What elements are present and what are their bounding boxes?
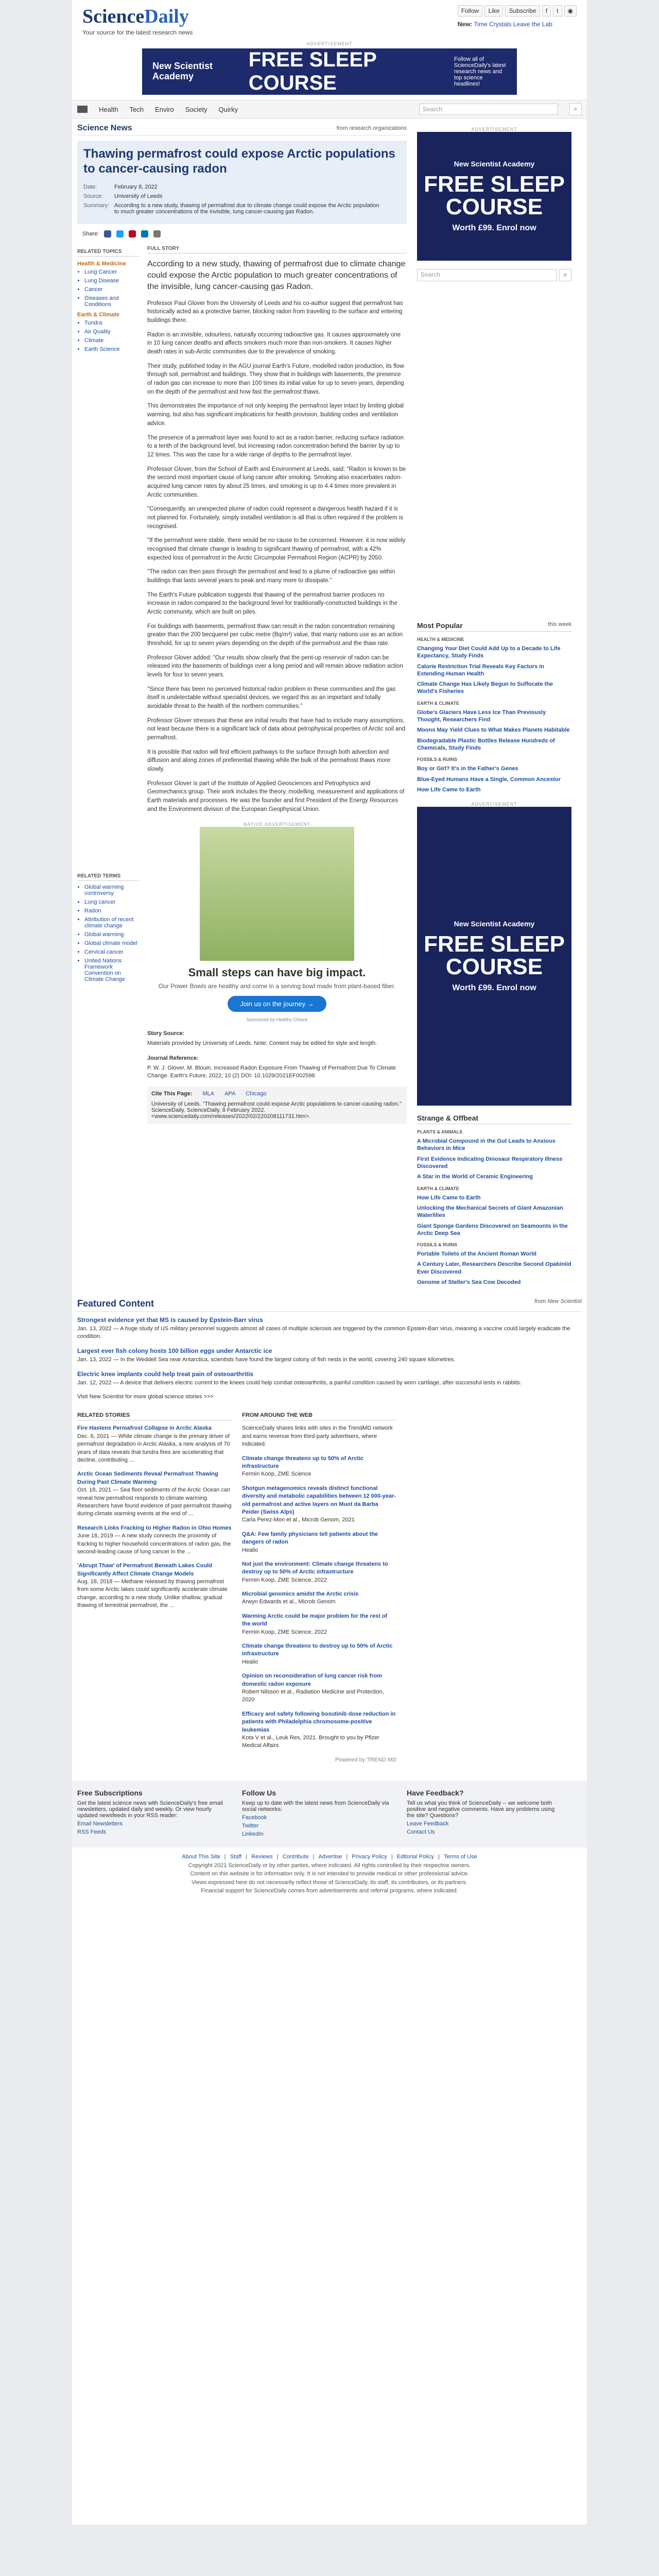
web-link[interactable]: Opinion on reconsideration of lung cancer risk from domestic radon exposure bbox=[242, 1673, 382, 1687]
tab-apa[interactable]: APA bbox=[224, 1090, 236, 1097]
strange-cat: EARTH & CLIMATE bbox=[417, 1185, 459, 1191]
staff-link[interactable]: Staff bbox=[230, 1854, 242, 1860]
right-column bbox=[417, 118, 571, 1293]
nav-tech[interactable]: Tech bbox=[129, 105, 144, 113]
web-link[interactable]: Not just the environment: Climate change threatens to destroy up to 50% of Arctic infrastructure bbox=[242, 1561, 388, 1575]
right-search-icon[interactable]: ⌕ bbox=[559, 269, 571, 281]
bottom-links: About This Site | Staff | Reviews | Contribute | Advertise | Privacy Policy | Editorial Policy | Terms of Use bbox=[182, 1854, 477, 1860]
topic-link[interactable]: • Lung Disease bbox=[84, 278, 139, 284]
footer bbox=[72, 1781, 587, 1848]
native-ad-label: NATIVE ADVERTISEMENT bbox=[243, 822, 311, 827]
web-source: Fermin Koop, ZME Science, 2022 bbox=[242, 1577, 327, 1583]
banner-ad[interactable] bbox=[142, 48, 517, 95]
web-link[interactable]: Efficacy and safety following bosutinib dose reduction in patients with Philadelphia chromosome-positive leukemias bbox=[242, 1710, 396, 1733]
logo-daily: Daily bbox=[144, 6, 189, 27]
banner-ad-headline: FREE SLEEP COURSE bbox=[248, 48, 377, 94]
footer-subs-head: Free Subscriptions bbox=[77, 1789, 143, 1798]
web-link[interactable]: Warming Arctic could be major problem for the rest of the world bbox=[242, 1613, 388, 1628]
new-story-link[interactable]: Time Crystals Leave the Lab bbox=[474, 21, 552, 28]
tab-chicago[interactable]: Chicago bbox=[246, 1090, 267, 1097]
story-paragraph: Professor Glover, from the School of Earth and Environment at Leeds, said: "Radon is known to be the second most important cause of lung cancer after smoking. Smoking also exacerbates radon-acquired lung cancer rates by about 25 times, and smoking is up to 4.4 times more prevalent in Arctic communities. bbox=[147, 466, 406, 498]
term-link[interactable]: • Lung cancer bbox=[84, 899, 139, 905]
around-web bbox=[242, 1412, 396, 1770]
article-wrap bbox=[77, 246, 407, 1130]
story-paragraph: It is possible that radon will find efficient pathways to the surface through both advection and diffusion and along zones of preferential thawing while the bulk of the permafrost thaws more slowly. bbox=[147, 749, 391, 772]
terms-link[interactable]: Terms of Use bbox=[443, 1854, 477, 1860]
footer-subs-text: Get the latest science news with ScienceDaily's free email newsletters, updated daily and weekly. Or view hourly updated newsfeeds in your RSS reader: bbox=[77, 1800, 223, 1819]
around-web-head: FROM AROUND THE WEB bbox=[242, 1412, 396, 1420]
story-source-text: Materials provided by University of Leeds. Note: Content may be edited for style and length. bbox=[147, 1040, 377, 1047]
featured-title: Featured Content bbox=[77, 1298, 154, 1309]
headline-box bbox=[77, 141, 407, 224]
around-web-intro: ScienceDaily shares links with sites in the TrendMD network and earns revenue from third-party advertisers, where indicated. bbox=[242, 1425, 393, 1448]
disclaimer: Financial support for ScienceDaily comes from advertisements and referral programs, where indicated. bbox=[201, 1888, 458, 1894]
strange-title: Strange & Offbeat bbox=[417, 1114, 479, 1123]
featured-from: from New Scientist bbox=[534, 1298, 582, 1305]
date-label: Date: bbox=[83, 183, 97, 190]
strange-head bbox=[417, 1114, 571, 1124]
popular-link[interactable]: Blue-Eyed Humans Have a Single, Common Ancestor bbox=[417, 776, 561, 783]
web-source: Fermin Koop, ZME Science bbox=[242, 1471, 311, 1478]
linkedin-link[interactable]: LinkedIn bbox=[242, 1831, 264, 1838]
share-bar bbox=[82, 230, 407, 238]
topic-list-earth bbox=[77, 320, 139, 352]
contact-us-link[interactable]: Contact Us bbox=[407, 1829, 435, 1836]
email-share-icon[interactable] bbox=[153, 230, 161, 238]
term-link[interactable]: • Radon bbox=[84, 908, 139, 914]
banner-ad-label: ADVERTISEMENT bbox=[306, 41, 353, 46]
related-terms-list bbox=[77, 884, 139, 982]
right-search-row bbox=[417, 269, 571, 281]
related-story-desc: June 18, 2019 — A new study connects the proximity of fracking to higher household concentrations of radon gas, the second-leading cause of lung cancer in the ... bbox=[77, 1533, 231, 1555]
popular-link[interactable]: Moons May Yield Clues to What Makes Planets Habitable bbox=[417, 727, 570, 734]
related-section bbox=[72, 1412, 587, 1770]
section-from: from research organizations bbox=[336, 125, 407, 131]
featured-item bbox=[77, 1316, 582, 1341]
term-link[interactable]: • Global warming controversy bbox=[84, 884, 139, 896]
featured-link[interactable]: Largest ever fish colony hosts 100 billion eggs under Antarctic ice bbox=[77, 1347, 272, 1355]
story-paragraph: "Consequently, an unexpected plume of radon could represent a dangerous health hazard if it is not planned for. Fortunately, simply installed ventilation is all that is often required if the problem is recognised. bbox=[147, 506, 404, 530]
article-source: University of Leeds bbox=[114, 193, 163, 199]
main-column bbox=[77, 118, 407, 1293]
disclaimer: Content on this website is for information only. It is not intended to provide medical or other professional advice. bbox=[190, 1871, 469, 1877]
story-paragraph: Radon is an invisible, odourless, naturally occurring radioactive gas. It causes approximately one in 10 lung cancer deaths and affects smokers much more than non-smokers. It causes higher death rates in sub-Arctic communities due to the prevalence of smoking. bbox=[147, 331, 401, 355]
follow-button[interactable]: Follow bbox=[458, 5, 483, 16]
term-link[interactable]: • Global climate model bbox=[84, 940, 139, 946]
web-item bbox=[242, 1455, 396, 1479]
web-link[interactable]: Q&A: Few family physicians tell patients about the dangers of radon bbox=[242, 1531, 378, 1546]
cite-box bbox=[147, 1087, 407, 1124]
full-story-label: FULL STORY bbox=[147, 246, 407, 253]
bottom-bar bbox=[72, 1848, 587, 1901]
related-story-link[interactable]: 'Abrupt Thaw' of Permafrost Beneath Lakes Could Significantly Affect Climate Change Models bbox=[77, 1563, 212, 1577]
featured-content bbox=[72, 1293, 587, 1412]
share-label: Share: bbox=[82, 230, 99, 237]
related-story-link[interactable]: Research Links Fracking to Higher Radon in Ohio Homes bbox=[77, 1524, 232, 1531]
featured-link[interactable]: Strongest evidence yet that MS is caused by Epstein-Barr virus bbox=[77, 1316, 263, 1324]
story-paragraph: "If the permafrost were stable, there would be no cause to be concerned. However, it is now widely recognised that climate change is leading to significant thawing of permafrost, with a 42% expected loss of permafrost in the Arctic Circumpolar Permafrost Region (ACPR) by 2050. bbox=[147, 537, 406, 561]
story-source-head: Story Source: bbox=[147, 1030, 185, 1037]
related-story bbox=[77, 1562, 232, 1609]
summary-label: Summary: bbox=[83, 202, 110, 209]
web-source: Healio bbox=[242, 1658, 258, 1665]
right-ad-headline: FREE SLEEP COURSE bbox=[424, 931, 565, 980]
native-ad-image bbox=[200, 827, 354, 961]
article-date: February 8, 2022 bbox=[114, 183, 158, 190]
web-item bbox=[242, 1710, 396, 1750]
topic-cat-health[interactable]: Health & Medicine bbox=[77, 260, 126, 267]
featured-item bbox=[77, 1347, 582, 1364]
web-source: Kota V et al., Leuk Res, 2021. Brought to you by Pfizer Medical Affairs bbox=[242, 1734, 379, 1749]
web-item bbox=[242, 1531, 396, 1554]
strange-link[interactable]: Genome of Steller's Sea Cow Decoded bbox=[417, 1279, 521, 1286]
popular-link[interactable]: Changing Your Diet Could Add Up to a Decade to Life Expectancy, Study Finds bbox=[417, 646, 561, 659]
right-search-input[interactable]: Search bbox=[417, 269, 557, 281]
right-ad-brand: New Scientist Academy bbox=[454, 160, 535, 168]
related-stories-head: RELATED STORIES bbox=[77, 1412, 232, 1420]
new-label: New: bbox=[457, 21, 473, 28]
topic-link[interactable]: • Lung Cancer bbox=[84, 269, 139, 275]
web-link[interactable]: Climate change threatens up to 50% of Arctic infrastructure bbox=[242, 1455, 364, 1469]
right-ad-cta: Worth £99. Enrol now bbox=[452, 224, 536, 232]
featured-desc: Jan. 12, 2022 — A device that delivers electric current to the knees could help combat osteoarthritis, a painful condition caused by worn cartilage, after successful tests in rabbits. bbox=[77, 1379, 522, 1386]
strange-link[interactable]: Portable Toilets of the Ancient Roman World bbox=[417, 1251, 537, 1258]
leave-feedback-link[interactable]: Leave Feedback bbox=[407, 1821, 449, 1827]
page bbox=[72, 0, 587, 2524]
tagline: Your source for the latest research news bbox=[82, 29, 193, 36]
footer-feedback-head: Have Feedback? bbox=[407, 1789, 464, 1798]
story-paragraph: This demonstrates the importance of not only keeping the permafrost layer intact by limiting global warming, but also has significant implications for health provision, building codes and ventilation advice. bbox=[147, 403, 404, 427]
logo-science: Science bbox=[82, 6, 145, 27]
featured-head bbox=[77, 1298, 582, 1312]
featured-desc: Jan. 13, 2022 — A huge study of US military personnel suggests almost all cases of multiple sclerosis are triggered by the common Epstein-Barr virus, meaning a vaccine could largely eradicate the condition. bbox=[77, 1325, 570, 1340]
advertise-link[interactable]: Advertise bbox=[318, 1854, 342, 1860]
strange-cat: PLANTS & ANIMALS bbox=[417, 1129, 463, 1135]
disclaimer: Views expressed here do not necessarily reflect those of ScienceDaily, its staff, its contributors, or its partners. bbox=[192, 1879, 467, 1886]
native-ad[interactable] bbox=[147, 822, 407, 1022]
topic-link[interactable]: • Cancer bbox=[84, 286, 139, 293]
topic-link[interactable]: • Earth Science bbox=[84, 346, 139, 352]
most-popular-title: Most Popular bbox=[417, 621, 463, 630]
story-lead: According to a new study, thawing of permafrost due to climate change could expose the Arctic population to much greater concentrations of the invisible, lung cancer-causing gas Radon. bbox=[147, 259, 406, 292]
strange-link[interactable]: A Microbial Compound in the Gut Leads to Anxious Behaviors in Mice bbox=[417, 1138, 556, 1152]
nav-health[interactable]: Health bbox=[99, 105, 118, 113]
popular-cat: HEALTH & MEDICINE bbox=[417, 637, 464, 642]
facebook-share-icon[interactable] bbox=[104, 230, 111, 238]
web-item bbox=[242, 1590, 396, 1606]
web-item bbox=[242, 1561, 396, 1584]
search-input[interactable]: Search bbox=[419, 104, 558, 115]
popular-cat: FOSSILS & RUINS bbox=[417, 757, 458, 762]
facebook-link[interactable]: Facebook bbox=[242, 1815, 267, 1821]
search-icon[interactable]: ⌕ bbox=[569, 103, 582, 115]
web-source: Arwyn Edwards et al., Microb Genom bbox=[242, 1599, 336, 1605]
web-source: Robert Nilsson et al., Radiation Medicine and Protection, 2020 bbox=[242, 1688, 384, 1703]
copyright: Copyright 2021 ScienceDaily or by other parties, where indicated. All rights controlled by their respective owners. bbox=[188, 1862, 471, 1869]
topic-link[interactable]: • Diseases and Conditions bbox=[84, 295, 139, 308]
subscribe-button[interactable]: Subscribe bbox=[505, 5, 540, 16]
related-story-desc: Dec. 6, 2021 — While climate change is the primary driver of permafrost degradation in Arctic Alaska, a new analysis of 70 years of data reveals that tundra fires are accelerating that decline, contributing ... bbox=[77, 1433, 230, 1463]
left-spacer bbox=[77, 355, 139, 870]
article-meta bbox=[83, 184, 401, 215]
popular-cat: EARTH & CLIMATE bbox=[417, 700, 459, 706]
web-link[interactable]: Shotgun metagenomics reveals distinct functional diversity and metabolic capabilities between 12 000-year-old permafrost and active layers on Muot da Barba Peider (Swiss Alps) bbox=[242, 1485, 396, 1515]
right-ad-brand: New Scientist Academy bbox=[454, 920, 535, 928]
native-ad-sponsor: Sponsored by Healthy Choice bbox=[246, 1017, 308, 1023]
strange-offbeat bbox=[417, 1114, 571, 1286]
related-terms-head: RELATED TERMS bbox=[77, 873, 139, 881]
web-source: Healio bbox=[242, 1547, 258, 1553]
topic-link[interactable]: • Tundra bbox=[84, 320, 139, 326]
strange-link[interactable]: A Century Later, Researchers Describe Second Opabiniid Ever Discovered bbox=[417, 1261, 571, 1275]
strange-link[interactable]: A Star in the World of Ceramic Engineering bbox=[417, 1174, 533, 1180]
popular-link[interactable]: Boy or Girl? It's in the Father's Genes bbox=[417, 766, 518, 772]
story-paragraph: Professor Glover is part of the Institute of Applied Geosciences and Petrophysics and Geomechanics group. Their work includes the theory, modelling, measurement and applications of Earth materials and processes. He was the founder and first President of the Energy Resources and the Environment division of the European Geophysical Union. bbox=[147, 780, 405, 812]
most-popular bbox=[417, 621, 571, 793]
nav-enviro[interactable]: Enviro bbox=[155, 105, 174, 113]
web-item bbox=[242, 1485, 396, 1524]
content-columns bbox=[72, 118, 587, 1293]
web-source: Fermin Koop, ZME Science, 2022 bbox=[242, 1629, 327, 1635]
featured-link[interactable]: Electric knee implants could help treat pain of osteoarthritis bbox=[77, 1370, 254, 1378]
top-right bbox=[458, 5, 577, 28]
term-link[interactable]: • United Nations Framework Convention on Climate Change bbox=[84, 958, 139, 982]
journal-ref-head: Journal Reference: bbox=[147, 1055, 199, 1061]
popular-link[interactable]: Climate Change Has Likely Begun to Suffocate the World's Fisheries bbox=[417, 681, 553, 695]
native-ad-desc: Our Power Bowls are healthy and come in a serving bowl made from plant-based fiber. bbox=[158, 982, 396, 990]
left-column bbox=[77, 246, 139, 1130]
cite-tabs bbox=[151, 1091, 403, 1097]
contribute-link[interactable]: Contribute bbox=[282, 1854, 309, 1860]
twitter-share-icon[interactable] bbox=[116, 230, 124, 238]
right-ad-box bbox=[417, 807, 571, 1106]
footer-subscriptions bbox=[77, 1789, 232, 1839]
strange-link[interactable]: How Life Came to Earth bbox=[417, 1194, 481, 1201]
right-ad-label: ADVERTISEMENT bbox=[471, 127, 517, 132]
popular-link[interactable]: Globe's Glaciers Have Less Ice Than Previously Thought, Researchers Find bbox=[417, 709, 546, 723]
story-paragraph: "The radon can then pass through the permafrost and lead to a plume of radioactive gas within buildings that lasts several years to peak and many more to dissipate." bbox=[147, 569, 395, 584]
topic-link[interactable]: • Climate bbox=[84, 337, 139, 344]
featured-more[interactable]: Visit New Scientist for more global science stories >>> bbox=[77, 1394, 214, 1400]
top-bar bbox=[72, 0, 587, 41]
related-story-link[interactable]: Arctic Ocean Sediments Reveal Permafrost Thawing During Past Climate Warming bbox=[77, 1471, 218, 1485]
story-paragraph: "Since there has been no perceived historical radon problem in these communities and the gas itself is undetectable without specialist devices, we regard this as an important and totally avoidable threat to the health of the northern communities." bbox=[147, 686, 396, 709]
article-summary: According to a new study, thawing of permafrost due to climate change could expose the Arctic population to much greater concentrations of the invisible, lung cancer-causing gas Radon. bbox=[114, 202, 379, 215]
nav-society[interactable]: Society bbox=[185, 105, 207, 113]
like-button[interactable]: Like bbox=[484, 5, 503, 16]
footer-follow bbox=[242, 1789, 396, 1839]
editorial-link[interactable]: Editorial Policy bbox=[396, 1854, 434, 1860]
popular-link[interactable]: How Life Came to Earth bbox=[417, 786, 481, 793]
right-ad-middle[interactable] bbox=[417, 802, 571, 1106]
popular-link[interactable]: Calorie Restriction Trial Reveals Key Factors in Extending Human Health bbox=[417, 663, 544, 677]
footer-follow-head: Follow Us bbox=[242, 1789, 276, 1798]
related-story-link[interactable]: Fire Hastens Permafrost Collapse in Arctic Alaska bbox=[77, 1425, 212, 1432]
pinterest-share-icon[interactable] bbox=[129, 230, 136, 238]
privacy-link[interactable]: Privacy Policy bbox=[352, 1854, 387, 1860]
term-link[interactable]: • Attribution of recent climate change bbox=[84, 917, 139, 929]
story-paragraph: Professor Glover stresses that these are initial results that have had to include many assumptions, not least because there is a significant lack of data about petrophysical properties of Arctic soil and permafrost. bbox=[147, 717, 406, 741]
home-icon[interactable] bbox=[77, 106, 88, 113]
branding bbox=[82, 5, 193, 36]
footer-follow-text: Keep up to date with the latest news from ScienceDaily via social networks: bbox=[242, 1800, 389, 1813]
banner-ad-brand: New Scientist Academy bbox=[152, 61, 213, 81]
linkedin-share-icon[interactable] bbox=[141, 230, 148, 238]
rss-link[interactable]: RSS Feeds bbox=[77, 1829, 107, 1836]
term-link[interactable]: • Global warming bbox=[84, 931, 139, 938]
journal-ref-text: P. W. J. Glover, M. Blouin. Increased Radon Exposure From Thawing of Permafrost Due To Climate Change. Earth's Future, 2022; 10 (2) DOI: 10.1029/2021EF002598 bbox=[147, 1064, 396, 1079]
story-paragraph: Their study, published today in the AGU journal Earth's Future, modelled radon production, its flow through soil, permafrost and buildings. They show that in buildings with basements, the presence of radon gas can increase to more than 100 times its initial value for up to seven years, depending on the depth of the permafrost and how fast the permafrost thaws. bbox=[147, 363, 404, 395]
topic-link[interactable]: • Air Quality bbox=[84, 329, 139, 335]
footer-feedback-text: Tell us what you think of ScienceDaily -- we welcome both positive and negative comments. Have any problems using the site? Questions? bbox=[407, 1800, 555, 1819]
article-title: Thawing permafrost could expose Arctic populations to cancer-causing radon bbox=[83, 147, 395, 176]
related-stories bbox=[77, 1412, 232, 1770]
twitter-link[interactable]: Twitter bbox=[242, 1823, 259, 1829]
web-item bbox=[242, 1672, 396, 1704]
topic-cat-earth[interactable]: Earth & Climate bbox=[77, 311, 119, 318]
trendmd-powered[interactable]: Powered by TREND MD bbox=[335, 1756, 396, 1763]
story-paragraph: Professor Glover added: "Our results show clearly that the pent-up reservoir of radon can be released into the basements of buildings over a long period and will remain above radiation action levels for four to seven years. bbox=[147, 654, 403, 678]
right-ad-headline: FREE SLEEP COURSE bbox=[424, 172, 565, 219]
section-name: Science News bbox=[77, 124, 132, 132]
web-source: Carla Perez-Mon et al., Microb Genom, 2021 bbox=[242, 1517, 355, 1523]
related-story-desc: Aug. 18, 2018 — Methane released by thawing permafrost from some Arctic lakes could significantly accelerate climate change, according to a new study. Unlike shallow, gradual thawing of terrestrial permafrost, the ... bbox=[77, 1579, 228, 1609]
topic-list-health bbox=[77, 269, 139, 308]
most-popular-sub: this week bbox=[548, 621, 571, 628]
related-topics-head: RELATED TOPICS bbox=[77, 249, 139, 257]
cite-text: University of Leeds. "Thawing permafrost could expose Arctic populations to cancer-causing radon." ScienceDaily. ScienceDaily, 8 February 2022. <www.sciencedaily.com/releases/2022/02/220208111731.htm>. bbox=[151, 1100, 402, 1120]
facebook-icon[interactable]: f bbox=[542, 5, 551, 16]
story-paragraph: The Earth's Future publication suggests that thawing of the permafrost barrier produces no increase in radon compared to the background level for traditionally-constructed buildings in the Arctic community, which are built on piles. bbox=[147, 591, 397, 615]
strange-link[interactable]: Giant Sponge Gardens Discovered on Seamounts in the Arctic Deep Sea bbox=[417, 1223, 568, 1236]
reviews-link[interactable]: Reviews bbox=[251, 1854, 273, 1860]
right-ad-cta: Worth £99. Enrol now bbox=[452, 984, 536, 993]
section-header bbox=[77, 118, 407, 135]
site-logo[interactable] bbox=[82, 5, 193, 28]
related-story bbox=[77, 1470, 232, 1518]
footer-feedback bbox=[407, 1789, 561, 1839]
main-nav bbox=[72, 100, 587, 118]
tab-mla[interactable]: MLA bbox=[202, 1090, 215, 1097]
web-link[interactable]: Microbial genomics amidst the Arctic crisis bbox=[242, 1591, 359, 1598]
featured-desc: Jan. 13, 2022 — In the Weddell Sea near Antarctica, scientists have found the largest colony of fish nests in the world, covering 240 square kilometres. bbox=[77, 1356, 456, 1363]
story-body bbox=[147, 246, 407, 1130]
strange-link[interactable]: First Evidence Indicating Dinosaur Respiratory Illness Discovered bbox=[417, 1156, 563, 1170]
native-ad-title: Small steps can have big impact. bbox=[188, 966, 366, 979]
popular-link[interactable]: Biodegradable Plastic Bottles Release Hundreds of Chemicals, Study Finds bbox=[417, 737, 555, 751]
web-link[interactable]: Climate change threatens to destroy up to 50% of Arctic infrastructure bbox=[242, 1643, 393, 1657]
story-paragraph: Professor Paul Glover from the University of Leeds and his co-author suggest that permafrost has historically acted as a protective barrier, blocking radon from travelling to the surface and entering buildings there. bbox=[147, 300, 403, 324]
newsletters-link[interactable]: Email Newsletters bbox=[77, 1821, 123, 1827]
native-ad-button[interactable]: Join us on the journey → bbox=[228, 996, 326, 1012]
story-paragraph: The presence of a permafrost layer was found to act as a radon barrier, reducing surface radiation to a tenth of the background level, but increasing radon concentration behind the barrier by up to 12 times. This was the case for a wide range of depths to the permafrost layer. bbox=[147, 434, 404, 458]
strange-cat: FOSSILS & RUINS bbox=[417, 1242, 458, 1248]
related-story bbox=[77, 1425, 232, 1464]
related-story-desc: Oct. 18, 2021 — Sea floor sediments of the Arctic Ocean can reveal how permafrost responds to climate warming. Researchers have found evidence of past permafrost thawing during climate warming events at the end of ... bbox=[77, 1487, 232, 1517]
about-link[interactable]: About This Site bbox=[182, 1854, 220, 1860]
right-ad-top[interactable] bbox=[417, 127, 571, 261]
new-story-line bbox=[458, 21, 577, 28]
banner-ad-side: Follow all of ScienceDaily's latest research news and top science headlines! bbox=[454, 56, 506, 87]
strange-link[interactable]: Unlocking the Mechanical Secrets of Giant Amazonian Waterlilies bbox=[417, 1205, 563, 1219]
right-ad-label: ADVERTISEMENT bbox=[471, 802, 517, 807]
right-ad-box bbox=[417, 132, 571, 261]
web-item bbox=[242, 1642, 396, 1666]
web-item bbox=[242, 1613, 396, 1636]
term-link[interactable]: • Cervical cancer bbox=[84, 949, 139, 955]
cite-head: Cite This Page: bbox=[151, 1090, 193, 1097]
rss-icon[interactable]: ◉ bbox=[564, 5, 577, 16]
most-popular-head bbox=[417, 621, 571, 632]
related-story bbox=[77, 1524, 232, 1556]
social-buttons bbox=[458, 5, 577, 16]
source-label: Source: bbox=[83, 193, 103, 199]
nav-quirky[interactable]: Quirky bbox=[218, 105, 238, 113]
featured-item bbox=[77, 1370, 582, 1387]
story-paragraph: For buildings with basements, permafrost thaw can result in the radon concentration remaining greater than the 200 becquerel per cubic metre (Bq/m³) value, that many nations use as an action threshold, for up to seven years depending on the depth of the permafrost and the thaw rate. bbox=[147, 623, 403, 647]
twitter-icon[interactable]: t bbox=[553, 5, 562, 16]
